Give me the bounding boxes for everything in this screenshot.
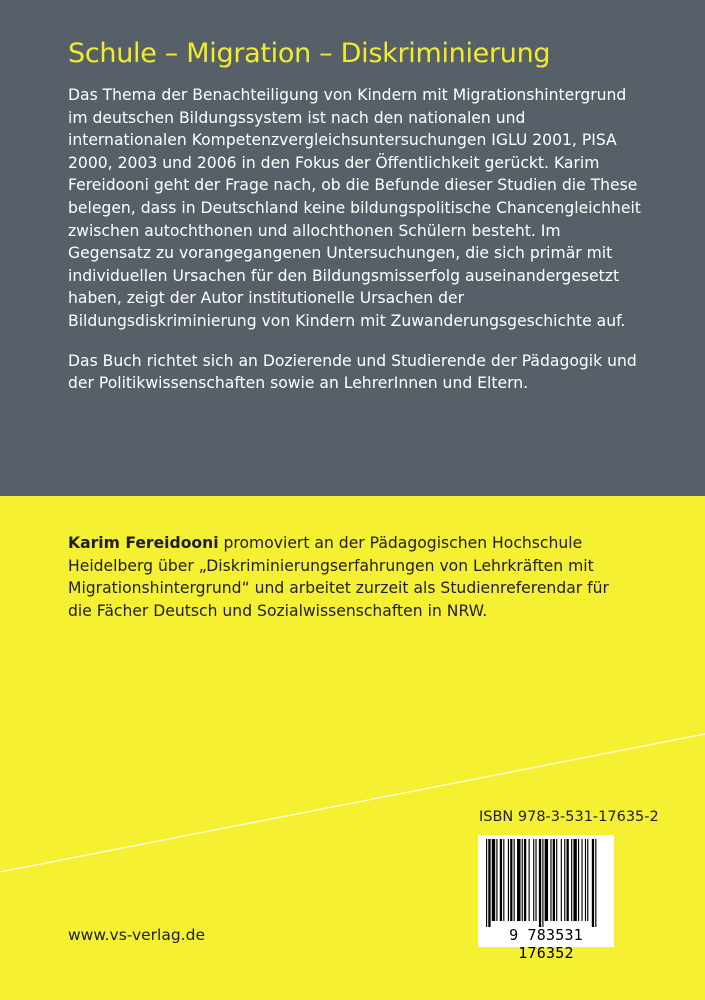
barcode-bar bbox=[567, 839, 569, 921]
barcode-bar bbox=[503, 839, 504, 921]
barcode-bar bbox=[529, 839, 530, 921]
barcode-bar bbox=[496, 839, 497, 921]
barcode-bar bbox=[556, 839, 557, 921]
barcode-bar bbox=[539, 839, 541, 927]
barcode-bar bbox=[550, 839, 551, 921]
barcode-bar bbox=[510, 839, 512, 921]
barcode-bar bbox=[524, 839, 526, 921]
publisher-url: www.vs-verlag.de bbox=[68, 926, 205, 944]
barcode-bar bbox=[595, 839, 596, 927]
description-panel bbox=[0, 0, 705, 496]
barcode-bar bbox=[488, 839, 490, 927]
description-paragraph-2: Das Buch richtet sich an Dozierende und Studierende der Pädagogik und der Politikwissenschaften sowie an LehrerInnen und Eltern. bbox=[68, 351, 637, 393]
barcode-bar bbox=[581, 839, 582, 921]
description-paragraph-1: Das Thema der Benachteiligung von Kindern mit Migrationshintergrund im deutschen Bildungssystem ist nach den nationalen und internationalen Kompetenzvergleichsuntersuchungen IGLU 2001, PISA 2000, 2003 und 2006 in den Fokus der Öffentlichkeit gerückt. Karim Fereidooni geht der Frage nach, ob die Befunde dieser Studien die These belegen, dass in Deutschland keine bildungspolitische Chancengleichheit zwischen autochthonen und allochthonen Schülern besteht. Im Gegensatz zu vorangegangenen Untersuchungen, die sich primär mit individuellen Ursachen für den Bildungsmisserfolg auseinandergesetzt haben, zeigt der Autor institutionelle Ursachen der Bildungsdiskriminierung von Kindern mit Zuwanderungsgeschichte auf. bbox=[68, 86, 641, 330]
barcode-bar bbox=[587, 839, 588, 921]
barcode-bar bbox=[578, 839, 579, 921]
author-name: Karim Fereidooni bbox=[68, 534, 219, 552]
isbn-label: ISBN 978-3-531-17635-2 bbox=[479, 809, 659, 825]
barcode-bar bbox=[508, 839, 509, 921]
barcode-bar bbox=[553, 839, 555, 921]
barcode-bar bbox=[564, 839, 565, 921]
barcode-bar bbox=[573, 839, 576, 921]
barcode-bar bbox=[571, 839, 572, 921]
barcode-bar bbox=[533, 839, 534, 921]
book-description bbox=[68, 84, 648, 412]
author-bio-text: promoviert an der Pädagogischen Hochschule Heidelberg über „Diskriminierungserfahrungen von Lehrkräften mit Migrationshintergrund“ und arbeitet zurzeit als Studienreferendar für die Fächer Deutsch und Sozialwissenschaften in NRW. bbox=[68, 534, 609, 620]
barcode-bar bbox=[492, 839, 495, 921]
barcode-bar bbox=[545, 839, 548, 921]
author-bio bbox=[68, 532, 628, 622]
barcode-bar bbox=[585, 839, 586, 921]
barcode-bar bbox=[500, 839, 502, 921]
barcode-bars bbox=[478, 835, 614, 927]
book-title: Schule – Migration – Diskriminierung bbox=[68, 38, 551, 69]
barcode-bar bbox=[514, 839, 515, 921]
barcode-bar bbox=[486, 839, 487, 927]
barcode bbox=[478, 835, 614, 962]
barcode-bar bbox=[592, 839, 594, 927]
author-panel bbox=[0, 496, 705, 1000]
barcode-bar bbox=[535, 839, 536, 921]
barcode-bar bbox=[542, 839, 543, 927]
barcode-bar bbox=[561, 839, 562, 921]
barcode-bar bbox=[522, 839, 523, 921]
barcode-digits: 9 783531 176352 bbox=[509, 926, 583, 962]
barcode-bar bbox=[517, 839, 520, 921]
